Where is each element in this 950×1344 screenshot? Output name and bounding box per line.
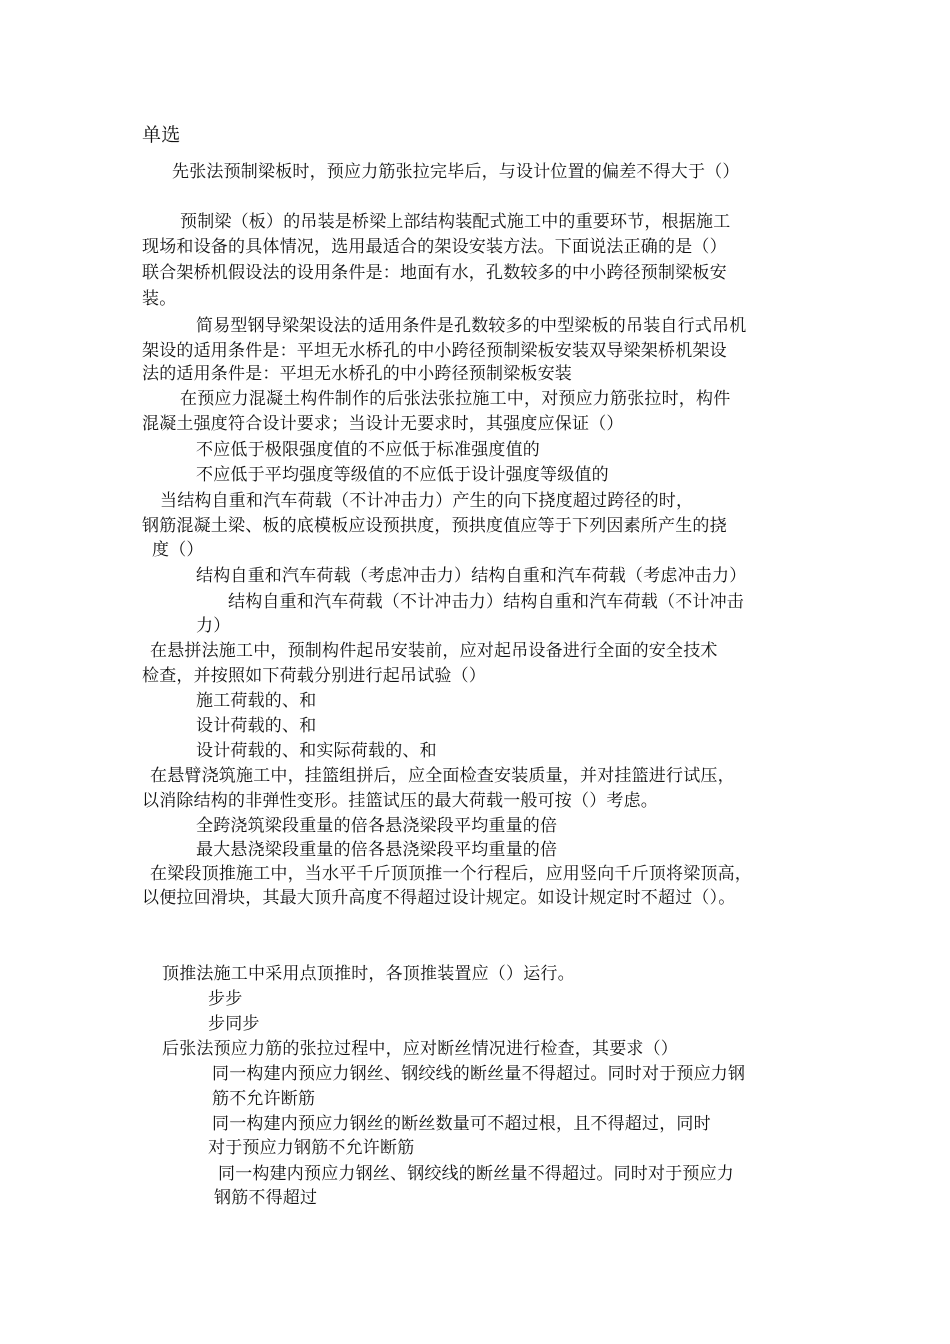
question-1: 先张法预制梁板时，预应力筋张拉完毕后，与设计位置的偏差不得大于（） (172, 162, 740, 182)
question-4-line-1: 当结构自重和汽车荷载（不计冲击力）产生的向下挠度超过跨径的时， (160, 491, 694, 511)
question-7-line-1: 在梁段顶推施工中，当水平千斤顶顶推一个行程后，应用竖向千斤顶将梁顶高， (150, 864, 752, 884)
option-line: 不应低于平均强度等级值的不应低于设计强度等级值的 (196, 465, 609, 485)
option-line: 架设的适用条件是：平坦无水桥孔的中小跨径预制梁板安装双导梁架桥机架设 (142, 341, 727, 361)
option-line: 最大悬浇梁段重量的倍各悬浇梁段平均重量的倍 (196, 840, 558, 860)
question-9: 后张法预应力筋的张拉过程中，应对断丝情况进行检查，其要求（） (162, 1039, 678, 1059)
question-2-line-2: 现场和设备的具体情况，选用最适合的架设安装方法。下面说法正确的是（） (142, 237, 727, 257)
option-line: 结构自重和汽车荷载（考虑冲击力）结构自重和汽车荷载（考虑冲击力） (196, 566, 747, 586)
option-line: 对于预应力钢筋不允许断筋 (208, 1138, 415, 1158)
question-5-line-2: 检查，并按照如下荷载分别进行起吊试验（） (142, 666, 486, 686)
option-line: 简易型钢导梁架设法的适用条件是孔数较多的中型梁板的吊装自行式吊机 (196, 316, 747, 336)
question-6-line-1: 在悬臂浇筑施工中，挂篮组拼后，应全面检查安装质量，并对挂篮进行试压， (150, 766, 735, 786)
option-line: 不应低于极限强度值的不应低于标准强度值的 (196, 440, 540, 460)
question-4-line-3: 度（） (152, 540, 204, 560)
option-line: 筋不允许断筋 (212, 1089, 316, 1109)
option-line: 同一构建内预应力钢丝、钢绞线的断丝量不得超过。同时对于预应力 (218, 1164, 734, 1184)
option-line: 同一构建内预应力钢丝、钢绞线的断丝量不得超过。同时对于预应力钢 (212, 1064, 746, 1084)
question-5-line-1: 在悬拼法施工中，预制构件起吊安装前，应对起吊设备进行全面的安全技术 (150, 641, 718, 661)
option-line: 设计荷载的、和实际荷载的、和 (196, 741, 437, 761)
option-line: 力） (196, 616, 231, 636)
question-3-line-2: 混凝土强度符合设计要求；当设计无要求时，其强度应保证（） (142, 414, 624, 434)
option-line: 结构自重和汽车荷载（不计冲击力）结构自重和汽车荷载（不计冲击 (228, 592, 744, 612)
question-6-line-2: 以消除结构的非弹性变形。挂篮试压的最大荷载一般可按（）考虑。 (142, 791, 658, 811)
question-7-line-2: 以便拉回滑块，其最大顶升高度不得超过设计规定。如设计规定时不超过（）。 (142, 888, 736, 908)
question-3-line-1: 在预应力混凝土构件制作的后张法张拉施工中，对预应力筋张拉时，构件 (180, 389, 731, 409)
option-line: 装。 (142, 289, 177, 309)
question-4-line-2: 钢筋混凝土梁、板的底模板应设预拱度，预拱度值应等于下列因素所产生的挠 (142, 516, 727, 536)
option-line: 步步 (208, 989, 243, 1009)
option-line: 同一构建内预应力钢丝的断丝数量可不超过根，且不得超过，同时 (212, 1114, 711, 1134)
option-line: 全跨浇筑梁段重量的倍各悬浇梁段平均重量的倍 (196, 816, 558, 836)
option-line: 钢筋不得超过 (214, 1188, 318, 1208)
option-line: 施工荷载的、和 (196, 691, 317, 711)
option-line: 步同步 (208, 1014, 260, 1034)
question-2-line-1: 预制梁（板）的吊装是桥梁上部结构装配式施工中的重要环节，根据施工 (180, 212, 731, 232)
question-8: 顶推法施工中采用点顶推时，各顶推装置应（）运行。 (162, 964, 575, 984)
option-line: 联合架桥机假设法的设用条件是：地面有水，孔数较多的中小跨径预制梁板安 (142, 263, 727, 283)
section-heading: 单选 (142, 124, 181, 146)
option-line: 法的适用条件是：平坦无水桥孔的中小跨径预制梁板安装 (142, 364, 572, 384)
option-line: 设计荷载的、和 (196, 716, 317, 736)
